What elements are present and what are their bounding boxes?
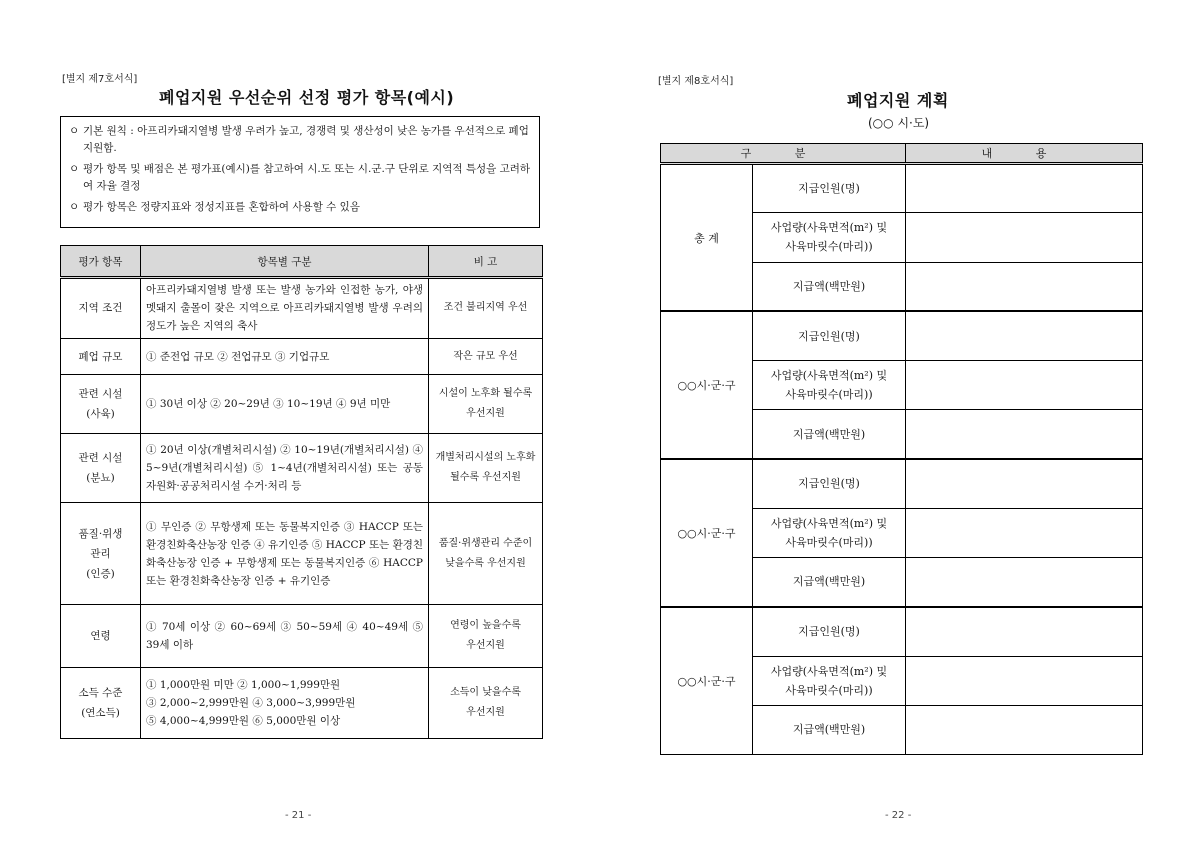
- row-note: 작은 규모 우선: [429, 338, 543, 375]
- evaluation-table: [60, 245, 543, 739]
- value-cell[interactable]: [906, 262, 1143, 311]
- item-label: 사업량(사육면적(m²) 및 사육마릿수(마리)): [753, 213, 906, 262]
- table-row: [661, 459, 1143, 508]
- table-row: [61, 503, 543, 605]
- row-note: 연령이 높을수록 우선지원: [429, 604, 543, 667]
- row-description: ① 20년 이상(개별처리시설) ② 10~19년(개별처리시설) ④ 5~9년(개별처리시설) ⑤ 1~4년(개별처리시설) 또는 공동자원화·공공처리시설 수거·처리 등: [141, 434, 429, 503]
- row-description: ① 준전업 규모 ② 전업규모 ③ 기업규모: [141, 338, 429, 375]
- row-note: 소득이 낮을수록 우선지원: [429, 667, 543, 738]
- table-header-row: [61, 246, 543, 278]
- column-header: 항목별 구분: [141, 246, 429, 278]
- item-label: 지급인원(명): [753, 459, 906, 508]
- value-cell[interactable]: [906, 361, 1143, 410]
- table-row: [61, 338, 543, 375]
- item-label: 사업량(사육면적(m²) 및 사육마릿수(마리)): [753, 656, 906, 705]
- table-row: [61, 667, 543, 738]
- table-row: [661, 164, 1143, 213]
- bullet-icon: ㅇ: [69, 125, 80, 137]
- value-cell[interactable]: [906, 213, 1143, 262]
- item-label: 지급액(백만원): [753, 705, 906, 754]
- region-cell: ○○시·군·구: [661, 459, 753, 607]
- principle-item: [69, 199, 531, 216]
- item-label: 사업량(사육면적(m²) 및 사육마릿수(마리)): [753, 508, 906, 557]
- table-header-row: [661, 144, 1143, 164]
- value-cell[interactable]: [906, 508, 1143, 557]
- item-label: 지급인원(명): [753, 311, 906, 360]
- region-cell: ○○시·군·구: [661, 607, 753, 755]
- principles-box: [60, 116, 540, 228]
- row-description: ① 30년 이상 ② 20~29년 ③ 10~19년 ④ 9년 미만: [141, 375, 429, 434]
- value-cell[interactable]: [906, 164, 1143, 213]
- row-category: 연령: [61, 604, 141, 667]
- principle-item: [69, 161, 531, 195]
- principle-item: [69, 123, 531, 157]
- column-header: 내 용: [906, 144, 1143, 164]
- row-note: 품질·위생관리 수준이 낮을수록 우선지원: [429, 503, 543, 605]
- table-row: [661, 311, 1143, 360]
- row-description: ① 70세 이상 ② 60~69세 ③ 50~59세 ④ 40~49세 ⑤ 39세 이하: [141, 604, 429, 667]
- row-category: 지역 조건: [61, 278, 141, 339]
- item-label: 사업량(사육면적(m²) 및 사육마릿수(마리)): [753, 361, 906, 410]
- column-header: 구 분: [661, 144, 906, 164]
- page-number: - 22 -: [885, 810, 912, 821]
- value-cell[interactable]: [906, 607, 1143, 656]
- row-description: ① 1,000만원 미만 ② 1,000~1,999만원 ③ 2,000~2,999만원 ④ 3,000~3,999만원 ⑤ 4,000~4,999만원 ⑥ 5,000만원 이상: [141, 667, 429, 738]
- value-cell[interactable]: [906, 656, 1143, 705]
- column-header: 평가 항목: [61, 246, 141, 278]
- region-cell: ○○시·군·구: [661, 311, 753, 459]
- row-category: 소득 수준 (연소득): [61, 667, 141, 738]
- row-category: 관련 시설 (분뇨): [61, 434, 141, 503]
- page-title: 폐업지원 우선순위 선정 평가 항목(예시): [159, 88, 455, 107]
- bullet-icon: ㅇ: [69, 163, 80, 175]
- row-category: 품질·위생 관리 (인증): [61, 503, 141, 605]
- item-label: 지급액(백만원): [753, 410, 906, 459]
- value-cell[interactable]: [906, 459, 1143, 508]
- row-description: 아프리카돼지열병 발생 또는 발생 농가와 인접한 농가, 야생 멧돼지 출몰이 잦은 지역으로 아프리카돼지열병 발생 우려의 정도가 높은 지역의 축사: [141, 278, 429, 339]
- value-cell[interactable]: [906, 705, 1143, 754]
- row-description: ① 무인증 ② 무항생제 또는 동물복지인증 ③ HACCP 또는 환경친화축산농장 인증 ④ 유기인증 ⑤ HACCP 또는 환경친화축산농장 인증 + 무항생제 또는 동물복지인증 ⑥ HACCP 또는 환경친화축산농장 인증 + 유기인증: [141, 503, 429, 605]
- row-note: 조건 불리지역 우선: [429, 278, 543, 339]
- table-row: [61, 375, 543, 434]
- page-number: - 21 -: [285, 810, 312, 821]
- item-label: 지급액(백만원): [753, 558, 906, 607]
- table-row: [661, 607, 1143, 656]
- row-category: 관련 시설 (사육): [61, 375, 141, 434]
- item-label: 지급인원(명): [753, 607, 906, 656]
- plan-table: [660, 143, 1143, 755]
- value-cell[interactable]: [906, 558, 1143, 607]
- item-label: 지급액(백만원): [753, 262, 906, 311]
- value-cell[interactable]: [906, 410, 1143, 459]
- row-note: 개별처리시설의 노후화 될수록 우선지원: [429, 434, 543, 503]
- row-note: 시설이 노후화 될수록 우선지원: [429, 375, 543, 434]
- form-label: [별지 제7호서식]: [62, 74, 138, 85]
- item-label: 지급인원(명): [753, 164, 906, 213]
- principle-text: 평가 항목 및 배점은 본 평가표(예시)를 참고하여 시.도 또는 시.군.구 단위로 지역적 특성을 고려하여 자율 결정: [83, 163, 531, 192]
- page-title: 폐업지원 계획: [847, 91, 949, 110]
- table-row: [61, 278, 543, 339]
- form-label: [별지 제8호서식]: [658, 76, 734, 87]
- principle-text: 기본 원칙 : 아프리카돼지열병 발생 우려가 높고, 경쟁력 및 생산성이 낮은 농가를 우선적으로 폐업 지원함.: [83, 125, 529, 154]
- principle-text: 평가 항목은 정량지표와 정성지표를 혼합하여 사용할 수 있음: [83, 201, 360, 213]
- table-row: [61, 434, 543, 503]
- table-row: [61, 604, 543, 667]
- column-header: 비 고: [429, 246, 543, 278]
- bullet-icon: ㅇ: [69, 201, 80, 213]
- page-subtitle: (○○ 시·도): [868, 116, 930, 130]
- row-category: 폐업 규모: [61, 338, 141, 375]
- region-cell: 총 계: [661, 164, 753, 312]
- value-cell[interactable]: [906, 311, 1143, 360]
